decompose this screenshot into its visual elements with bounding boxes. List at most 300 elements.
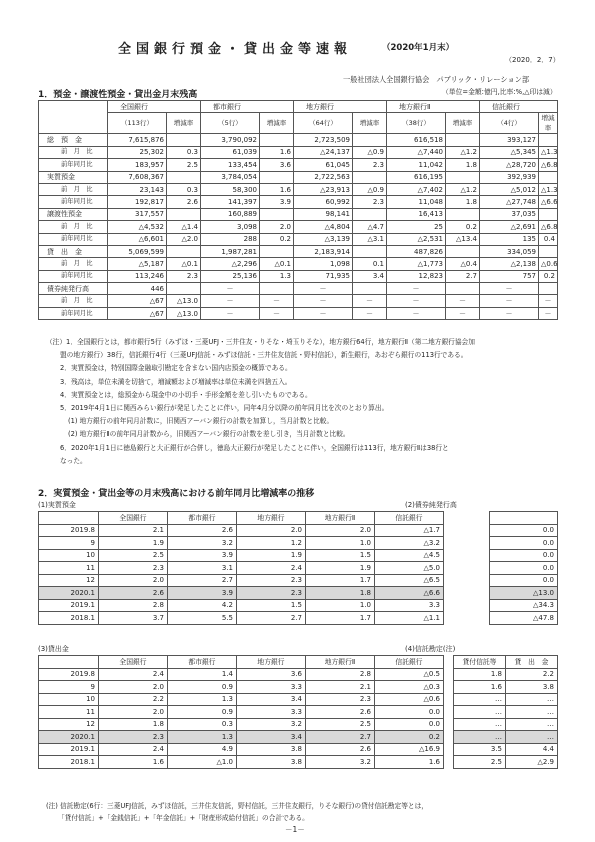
table-subheader-row <box>39 113 558 134</box>
table-cell: △67 <box>108 295 167 307</box>
table-row <box>39 208 558 220</box>
table-cell <box>167 208 201 220</box>
note-line: 盟の地方銀行）38行，信託銀行4行（三菱UFJ信託・みずほ信託・三井住友信託・野村信託），新生銀行，あおぞら銀行の113行である。 <box>60 351 468 360</box>
table-cell: △16.9 <box>375 743 444 756</box>
table-cell: △2,531 <box>387 233 446 245</box>
table-row <box>39 549 558 562</box>
table-cell: － <box>446 307 480 319</box>
bonds-header <box>490 512 558 525</box>
bank-count: （38行） <box>387 113 446 134</box>
table-cell <box>539 245 558 257</box>
table-cell: 3.7 <box>99 612 168 625</box>
table-cell: － <box>294 283 353 295</box>
table-cell: － <box>294 295 353 307</box>
table-cell: △2,138 <box>480 258 539 270</box>
table-cell: 334,059 <box>480 245 539 257</box>
table-cell: 757 <box>480 270 539 282</box>
table-cell: △4.7 <box>353 221 387 233</box>
bank-count: （113行） <box>108 113 167 134</box>
trust-caption: (4)信託勘定(注) <box>405 645 456 653</box>
table-row <box>39 537 558 550</box>
gap-cell <box>444 681 454 694</box>
table-cell: △3.2 <box>375 537 444 550</box>
title-date: （2020年1月末） <box>382 43 455 53</box>
table-cell: 3.3 <box>375 599 444 612</box>
table-cell: 2.6 <box>168 524 237 537</box>
table-cell: 61,045 <box>294 159 353 171</box>
table-cell: △1.3 <box>539 183 558 195</box>
table-cell: 25,136 <box>201 270 260 282</box>
period-label: 2020.1 <box>39 587 99 600</box>
table-cell: △0.9 <box>353 146 387 158</box>
table-cell: － <box>201 295 260 307</box>
trust-cell: 4.4 <box>506 743 558 756</box>
trust-cell: … <box>506 693 558 706</box>
row-label: 前年同月比 <box>39 270 108 282</box>
note-line: 2．実質預金は，特別国際金融取引勘定を含まない国内店預金の概算である。 <box>60 364 292 373</box>
trust-cell: … <box>506 706 558 719</box>
table-cell: 2.4 <box>99 743 168 756</box>
bank-count: （4行） <box>480 113 539 134</box>
table-cell: 0.9 <box>168 681 237 694</box>
period-label: 2019.8 <box>39 524 99 537</box>
table-cell: 113,246 <box>108 270 167 282</box>
table-cell: △0.6 <box>375 693 444 706</box>
bank-count: （64行） <box>294 113 353 134</box>
table-cell <box>260 171 294 183</box>
table-cell: △0.6 <box>539 258 558 270</box>
table-cell: 2.3 <box>306 693 375 706</box>
table-header-row <box>39 101 558 113</box>
note-line: 4．実質預金とは，総預金から現金中の小切手・手形金額を差し引いたものである。 <box>60 390 312 399</box>
gap-cell <box>444 718 454 731</box>
row-label: 前年同月比 <box>39 159 108 171</box>
note-line: (2) 地方銀行Ⅱの前年同月計数から，旧関西アーバン銀行の計数を差し引き，当月計数と比較。 <box>68 430 350 439</box>
table-cell: 1.8 <box>446 196 480 208</box>
rate-header: 増減率 <box>167 113 201 134</box>
period-label: 9 <box>39 681 99 694</box>
table-row <box>39 307 558 319</box>
table-cell: 2.7 <box>306 731 375 744</box>
table-cell: 616,518 <box>387 134 446 146</box>
period-label: 2018.1 <box>39 756 99 769</box>
table-cell: △28,720 <box>480 159 539 171</box>
table-cell: 23,143 <box>108 183 167 195</box>
period-label: 11 <box>39 562 99 575</box>
table-cell: 3,098 <box>201 221 260 233</box>
row-label: 前年同月比 <box>39 233 108 245</box>
table-row <box>39 743 558 756</box>
table-cell <box>167 171 201 183</box>
table-cell: 2,723,509 <box>294 134 353 146</box>
bonds-cell: △13.0 <box>490 587 558 600</box>
table-cell: 1.2 <box>237 537 306 550</box>
table-cell: 2.1 <box>99 524 168 537</box>
table-cell <box>353 245 387 257</box>
table-cell: 2,183,914 <box>294 245 353 257</box>
table-cell: △0.5 <box>375 668 444 681</box>
row-label: 貸 出 金 <box>39 245 108 257</box>
table-cell: 0.4 <box>539 233 558 245</box>
table-cell <box>446 208 480 220</box>
bonds-cell: 0.0 <box>490 549 558 562</box>
table-row <box>39 295 558 307</box>
table-row <box>39 574 558 587</box>
table-cell <box>539 171 558 183</box>
table-cell: △1.1 <box>375 612 444 625</box>
page-number: －1－ <box>285 825 305 834</box>
bank-count: （5行） <box>201 113 260 134</box>
bank-header: 都市銀行 <box>201 101 294 113</box>
row-label: 総 預 金 <box>39 134 108 146</box>
table-cell <box>446 245 480 257</box>
bank-header: 地方銀行Ⅱ <box>387 101 480 113</box>
issue-date: （2020．2．7） <box>505 56 560 64</box>
table-cell: △7,402 <box>387 183 446 195</box>
rate-header: 増減率 <box>539 113 558 134</box>
table-cell: 3.1 <box>168 562 237 575</box>
table-row <box>39 587 558 600</box>
table-cell: △7,440 <box>387 146 446 158</box>
balance-table <box>38 100 558 320</box>
table-cell: 1.3 <box>168 693 237 706</box>
deposits-caption: (1)実質預金 <box>38 501 76 509</box>
trust-cell: 1.6 <box>454 681 506 694</box>
trust-cell: … <box>454 706 506 719</box>
table-cell: 3.8 <box>237 756 306 769</box>
table-cell: △67 <box>108 307 167 319</box>
column-header: 地方銀行Ⅱ <box>306 656 375 669</box>
row-label: 前 月 比 <box>39 295 108 307</box>
table-row <box>39 668 558 681</box>
table-cell: － <box>260 295 294 307</box>
gap-cell <box>444 549 490 562</box>
table-cell: 288 <box>201 233 260 245</box>
table-cell: △4,804 <box>294 221 353 233</box>
table-cell: 2.6 <box>306 706 375 719</box>
note-line: 3．残高は，単位未満を切捨て，増減額および増減率は単位未満を四捨五入。 <box>60 377 292 386</box>
bonds-cell: 0.0 <box>490 574 558 587</box>
page-title: 全国銀行預金・貸出金等速報 <box>118 42 353 57</box>
table-cell: 2.4 <box>237 562 306 575</box>
table-cell: 5.5 <box>168 612 237 625</box>
table-cell: 192,817 <box>108 196 167 208</box>
table-cell: 160,889 <box>201 208 260 220</box>
table-cell: 2.6 <box>99 587 168 600</box>
column-header: 信託銀行 <box>375 512 444 525</box>
table-row <box>39 270 558 282</box>
period-label: 12 <box>39 574 99 587</box>
table-cell: 12,823 <box>387 270 446 282</box>
table-cell: 4.9 <box>168 743 237 756</box>
table-cell: 3.2 <box>306 756 375 769</box>
table-row <box>39 146 558 158</box>
trust-cell: 2.5 <box>454 756 506 769</box>
table-cell: 1,098 <box>294 258 353 270</box>
table-cell <box>539 208 558 220</box>
table-cell: － <box>353 307 387 319</box>
table-cell: 2,722,563 <box>294 171 353 183</box>
row-label: 譲渡性預金 <box>39 208 108 220</box>
table-cell <box>260 283 294 295</box>
table-cell: 3.8 <box>237 743 306 756</box>
table-cell: 1.3 <box>168 731 237 744</box>
rate-header: 増減率 <box>353 113 387 134</box>
gap-cell <box>444 731 454 744</box>
table-header-row <box>39 512 558 525</box>
table-cell: 1.4 <box>168 668 237 681</box>
table-cell: △2.0 <box>167 233 201 245</box>
table-cell: 1,987,281 <box>201 245 260 257</box>
table-row <box>39 756 558 769</box>
gap-cell <box>444 693 454 706</box>
trust-footnote-line1: (注) 信託勘定(6行：三菱UFJ信託，みずほ信託，三井住友信託，野村信託，三井住友銀行，りそな銀行)の貸付信託勘定等とは， <box>46 802 428 810</box>
column-header: 地方銀行 <box>237 656 306 669</box>
gap-cell <box>444 656 454 669</box>
table-cell: 1.7 <box>306 574 375 587</box>
note-line: （注）1．全国銀行とは，都市銀行5行（みずほ・三菱UFJ・三井住友・りそな・埼玉りそな），地方銀行64行，地方銀行Ⅱ（第二地方銀行協会加 <box>46 338 475 346</box>
table-cell: △0.1 <box>167 258 201 270</box>
table-row <box>39 183 558 195</box>
bonds-cell: 0.0 <box>490 537 558 550</box>
table-cell: 446 <box>108 283 167 295</box>
table-cell: △3,139 <box>294 233 353 245</box>
table-cell: △4.5 <box>375 549 444 562</box>
table-cell: 2.3 <box>353 196 387 208</box>
unit-note: （単位=金額:億円,比率:%,△印は減） <box>442 88 557 96</box>
section2-title: 2．実質預金・貸出金等の月末残高における前年同月比増減率の推移 <box>38 489 315 499</box>
trust-cell: △2.9 <box>506 756 558 769</box>
table-cell: △0.3 <box>375 681 444 694</box>
table-cell: 11,042 <box>387 159 446 171</box>
table-cell: 133,454 <box>201 159 260 171</box>
table-cell: 37,035 <box>480 208 539 220</box>
table-cell: 2.3 <box>167 270 201 282</box>
bonds-cell: △47.8 <box>490 612 558 625</box>
table-row <box>39 171 558 183</box>
table-cell: 2.3 <box>99 562 168 575</box>
rate-header: 増減率 <box>446 113 480 134</box>
table-cell: 2.7 <box>168 574 237 587</box>
table-cell: 0.0 <box>375 706 444 719</box>
table-cell: 2.1 <box>306 681 375 694</box>
table-cell: － <box>387 307 446 319</box>
table-cell: △5.0 <box>375 562 444 575</box>
period-label: 9 <box>39 537 99 550</box>
bank-header: 信託銀行 <box>480 101 558 113</box>
table-cell: 98,141 <box>294 208 353 220</box>
row-label: 実質預金 <box>39 171 108 183</box>
table-cell: △2,296 <box>201 258 260 270</box>
gap-cell <box>444 599 490 612</box>
table-cell: △1,773 <box>387 258 446 270</box>
gap-cell <box>444 612 490 625</box>
note-line: 6．2020年1月1日に徳島銀行と大正銀行が合併し，徳島大正銀行が発足したことに伴い，全国銀行は113行，地方銀行Ⅱは38行と <box>60 443 449 452</box>
trust-cell: … <box>506 731 558 744</box>
row-label: 債券純発行高 <box>39 283 108 295</box>
table-cell: 0.2 <box>260 233 294 245</box>
table-cell: 71,935 <box>294 270 353 282</box>
table-cell: △6.8 <box>539 221 558 233</box>
table-cell: － <box>387 295 446 307</box>
header-empty <box>39 656 99 669</box>
table-cell: △6.8 <box>539 159 558 171</box>
bank-header: 地方銀行 <box>294 101 387 113</box>
row-label: 前 月 比 <box>39 258 108 270</box>
column-header: 都市銀行 <box>168 512 237 525</box>
table-cell <box>260 134 294 146</box>
table-cell: 1.5 <box>306 549 375 562</box>
table-row <box>39 283 558 295</box>
table-cell: △2,691 <box>480 221 539 233</box>
table-cell: 2.3 <box>99 731 168 744</box>
table-cell: 3.4 <box>237 731 306 744</box>
table-cell: 3.6 <box>260 159 294 171</box>
publisher: 一般社団法人全国銀行協会 パブリック・リレーション部 <box>343 75 530 84</box>
trust-cell: … <box>454 718 506 731</box>
row-label: 前年同月比 <box>39 307 108 319</box>
section1-title: 1．預金・譲渡性預金・貸出金月末残高 <box>38 90 198 100</box>
table-cell: △6.6 <box>539 196 558 208</box>
trust-cell: 3.5 <box>454 743 506 756</box>
table-cell: 616,195 <box>387 171 446 183</box>
deposits-trend-table <box>38 511 558 625</box>
gap-cell <box>444 706 454 719</box>
table-cell: 487,826 <box>387 245 446 257</box>
table-cell <box>446 171 480 183</box>
table-cell: 2.5 <box>306 718 375 731</box>
table-cell: 0.3 <box>167 183 201 195</box>
table-cell: 392,939 <box>480 171 539 183</box>
table-row <box>39 258 558 270</box>
table-cell: △23,913 <box>294 183 353 195</box>
table-cell: △1.3 <box>539 146 558 158</box>
table-cell: 1.6 <box>99 756 168 769</box>
table-cell: 1.8 <box>446 159 480 171</box>
table-cell: △13.0 <box>167 307 201 319</box>
table-cell: 2.0 <box>260 221 294 233</box>
table-cell: 1.7 <box>306 612 375 625</box>
table-cell: 393,127 <box>480 134 539 146</box>
row-label: 前 月 比 <box>39 221 108 233</box>
table-cell: 3.6 <box>237 668 306 681</box>
table-cell: 1.3 <box>260 270 294 282</box>
period-label: 2020.1 <box>39 731 99 744</box>
table-cell: △13.0 <box>167 295 201 307</box>
table-cell: △13.4 <box>446 233 480 245</box>
table-row <box>39 706 558 719</box>
trust-footnote-line2: 「貸付信託」+「金銭信託」+「年金信託」+「財産形成給付信託」の合計である。 <box>58 814 309 823</box>
table-cell: － <box>353 295 387 307</box>
table-cell: 1.0 <box>306 599 375 612</box>
table-cell: 2.3 <box>353 159 387 171</box>
table-cell: △1.0 <box>168 756 237 769</box>
row-label: 前年同月比 <box>39 196 108 208</box>
table-cell <box>353 208 387 220</box>
table-row <box>39 524 558 537</box>
table-cell: 2.8 <box>99 599 168 612</box>
table-cell <box>353 171 387 183</box>
trust-cell: … <box>454 731 506 744</box>
period-label: 11 <box>39 706 99 719</box>
table-cell: 58,300 <box>201 183 260 195</box>
table-cell: － <box>260 307 294 319</box>
bonds-caption: (2)債券純発行高 <box>405 501 457 509</box>
table-cell: 1.9 <box>237 549 306 562</box>
table-cell: △4,532 <box>108 221 167 233</box>
table-cell: 1.8 <box>99 718 168 731</box>
table-cell <box>167 283 201 295</box>
table-cell: 2.7 <box>446 270 480 282</box>
table-row <box>39 233 558 245</box>
table-cell: 135 <box>480 233 539 245</box>
table-cell: △0.9 <box>353 183 387 195</box>
table-cell: 183,957 <box>108 159 167 171</box>
period-label: 12 <box>39 718 99 731</box>
table-cell: 2.3 <box>237 574 306 587</box>
period-label: 2019.8 <box>39 668 99 681</box>
table-cell: 317,557 <box>108 208 167 220</box>
period-label: 2019.1 <box>39 743 99 756</box>
header-empty <box>39 512 99 525</box>
table-cell: 3.9 <box>168 549 237 562</box>
table-cell: 7,615,876 <box>108 134 167 146</box>
table-cell: △1.2 <box>446 183 480 195</box>
table-cell: △5,345 <box>480 146 539 158</box>
gap-cell <box>444 668 454 681</box>
table-cell: 2.8 <box>306 668 375 681</box>
loans-caption: (3)貸出金 <box>38 645 69 653</box>
table-cell: 2.7 <box>237 612 306 625</box>
gap-cell <box>444 743 454 756</box>
table-row <box>39 221 558 233</box>
table-cell <box>260 208 294 220</box>
table-cell: 2.0 <box>237 524 306 537</box>
column-header: 全国銀行 <box>99 512 168 525</box>
bonds-cell: 0.0 <box>490 524 558 537</box>
trust-cell: 3.8 <box>506 681 558 694</box>
table-cell: 4.2 <box>168 599 237 612</box>
table-cell: 1.6 <box>260 183 294 195</box>
table-cell: 2.2 <box>99 693 168 706</box>
gap-cell <box>444 524 490 537</box>
table-cell: 11,048 <box>387 196 446 208</box>
table-cell: 3.3 <box>237 706 306 719</box>
table-cell: 60,992 <box>294 196 353 208</box>
table-cell: △6,601 <box>108 233 167 245</box>
table-cell: △5,187 <box>108 258 167 270</box>
column-header: 地方銀行Ⅱ <box>306 512 375 525</box>
bonds-cell: △34.3 <box>490 599 558 612</box>
trust-cell: … <box>454 693 506 706</box>
loans-trend-table <box>38 655 558 769</box>
table-cell: － <box>387 283 446 295</box>
table-cell: 0.2 <box>446 221 480 233</box>
table-cell: △1.2 <box>446 146 480 158</box>
table-row <box>39 612 558 625</box>
table-cell: － <box>539 307 558 319</box>
table-cell: 3.2 <box>237 718 306 731</box>
table-cell: △6.5 <box>375 574 444 587</box>
table-row <box>39 134 558 146</box>
table-cell: △24,137 <box>294 146 353 158</box>
table-cell <box>260 245 294 257</box>
table-cell: 1.6 <box>260 146 294 158</box>
table-cell: 5,069,599 <box>108 245 167 257</box>
table-cell: 2.5 <box>167 159 201 171</box>
table-cell: △27,748 <box>480 196 539 208</box>
table-cell: △1.7 <box>375 524 444 537</box>
